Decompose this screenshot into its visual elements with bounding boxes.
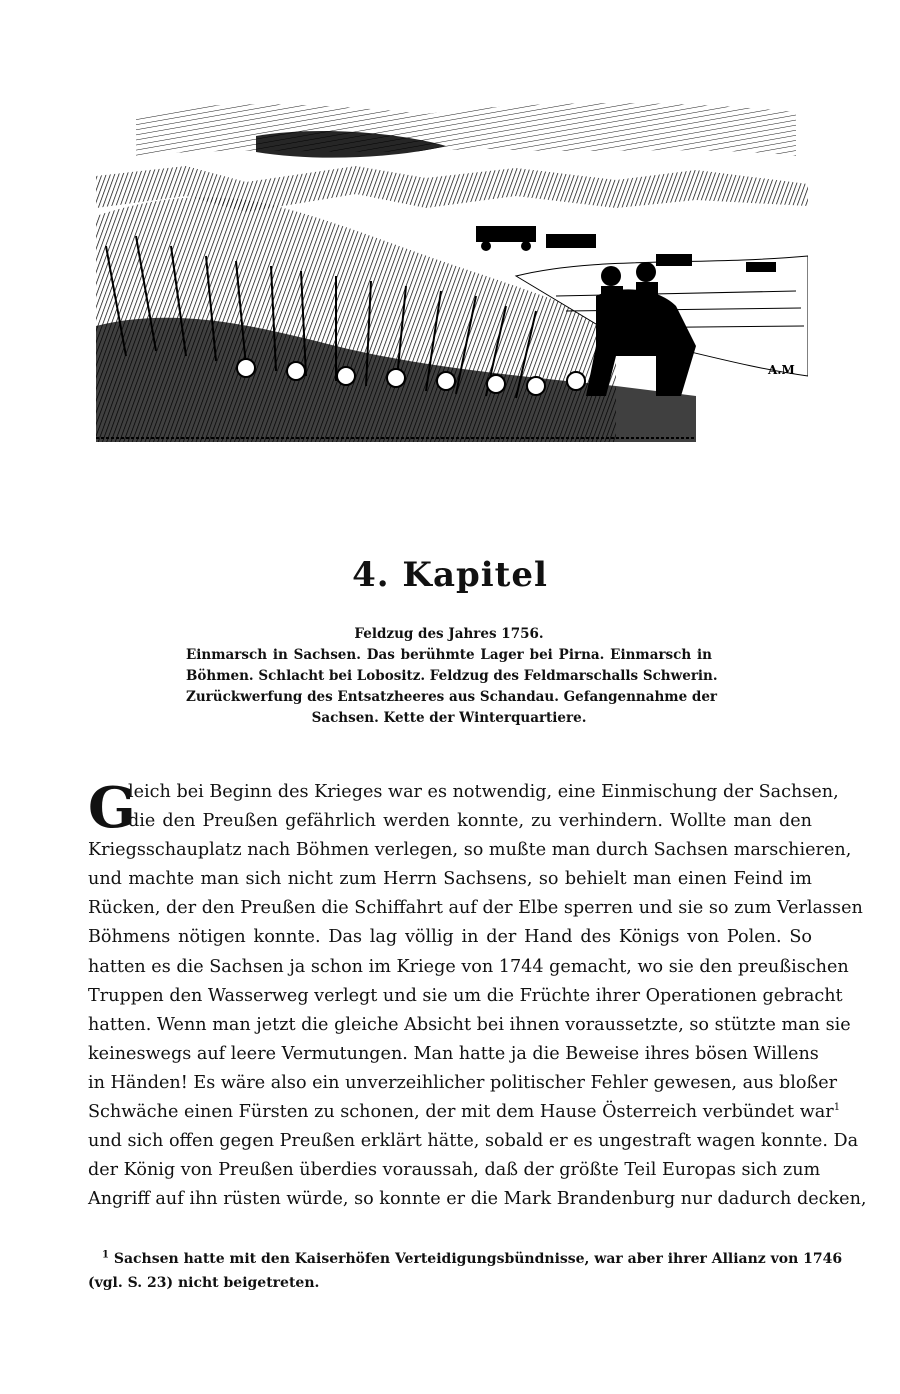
body-line: Angriff auf ihn rüsten würde, so konnte er die Mark Brandenburg nur dadurch decken,: [88, 1189, 867, 1210]
drop-cap: G: [88, 775, 136, 841]
footnote-text: Sachsen hatte mit den Kaiserhöfen Verteidigungsbündnisse, war aber ihrer Allianz von 1746: [113, 1251, 843, 1267]
illustration-signature: A.M: [768, 363, 795, 377]
summary-line: Sachsen. Kette der Winterquartiere.: [311, 710, 587, 726]
footnote-ref[interactable]: 1: [833, 1102, 841, 1114]
body-line: keineswegs auf leere Vermutungen. Man hatte ja die Beweise ihres bösen Willens: [88, 1043, 819, 1064]
body-line: der König von Preußen überdies voraussah, daß der größte Teil Europas sich zum: [88, 1160, 821, 1181]
footnote: [88, 1247, 843, 1295]
body-line-text: Schwäche einen Fürsten zu schonen, der mit dem Hause Österreich verbündet war: [88, 1102, 834, 1123]
marching-army-engraving-icon: [96, 96, 808, 442]
chapter-summary: [186, 624, 718, 729]
chapter-title: 4. Kapitel: [352, 555, 548, 595]
summary-line: Zurückwerfung des Entsatzheeres aus Schandau. Gefangennahme der: [186, 689, 718, 705]
body-line: in Händen! Es wäre also ein unverzeihlicher politischer Fehler gewesen, aus bloßer: [88, 1072, 838, 1093]
summary-line: Böhmen. Schlacht bei Lobositz. Feldzug des Feldmarschalls Schwerin.: [186, 668, 718, 684]
body-line: leich bei Beginn des Krieges war es notwendig, eine Einmischung der Sachsen,: [128, 782, 839, 802]
body-line: Truppen den Wasserweg verlegt und sie um die Früchte ihrer Operationen gebracht: [88, 985, 843, 1006]
body-line: die den Preußen gefährlich werden konnte, zu verhindern. Wollte man den: [128, 811, 812, 832]
body-line: und machte man sich nicht zum Herrn Sachsens, so behielt man einen Feind im: [88, 869, 812, 890]
footnote-marker: 1: [102, 1249, 109, 1261]
body-line: Rücken, der den Preußen die Schiffahrt auf der Elbe sperren und sie so zum Verlassen: [88, 898, 863, 919]
footnote-line: [88, 1247, 843, 1271]
body-line: hatten es die Sachsen ja schon im Kriege von 1744 gemacht, wo sie den preußischen: [88, 956, 849, 977]
body-line: Böhmens nötigen konnte. Das lag völlig in der Hand des Königs von Polen. So: [88, 927, 812, 948]
body-line: hatten. Wenn man jetzt die gleiche Absicht bei ihnen voraussetzte, so stützte man sie: [88, 1014, 851, 1035]
body-line: [88, 1098, 841, 1127]
body-line: Kriegsschauplatz nach Böhmen verlegen, so mußte man durch Sachsen marschieren,: [88, 840, 852, 861]
body-line: und sich offen gegen Preußen erklärt hätte, sobald er es ungestraft wagen konnte. Da: [88, 1131, 859, 1152]
summary-line: Einmarsch in Sachsen. Das berühmte Lager bei Pirna. Einmarsch in: [186, 647, 712, 663]
footnote-line: (vgl. S. 23) nicht beigetreten.: [88, 1275, 320, 1291]
summary-line: Feldzug des Jahres 1756.: [354, 626, 544, 642]
body-text: [88, 775, 867, 1214]
